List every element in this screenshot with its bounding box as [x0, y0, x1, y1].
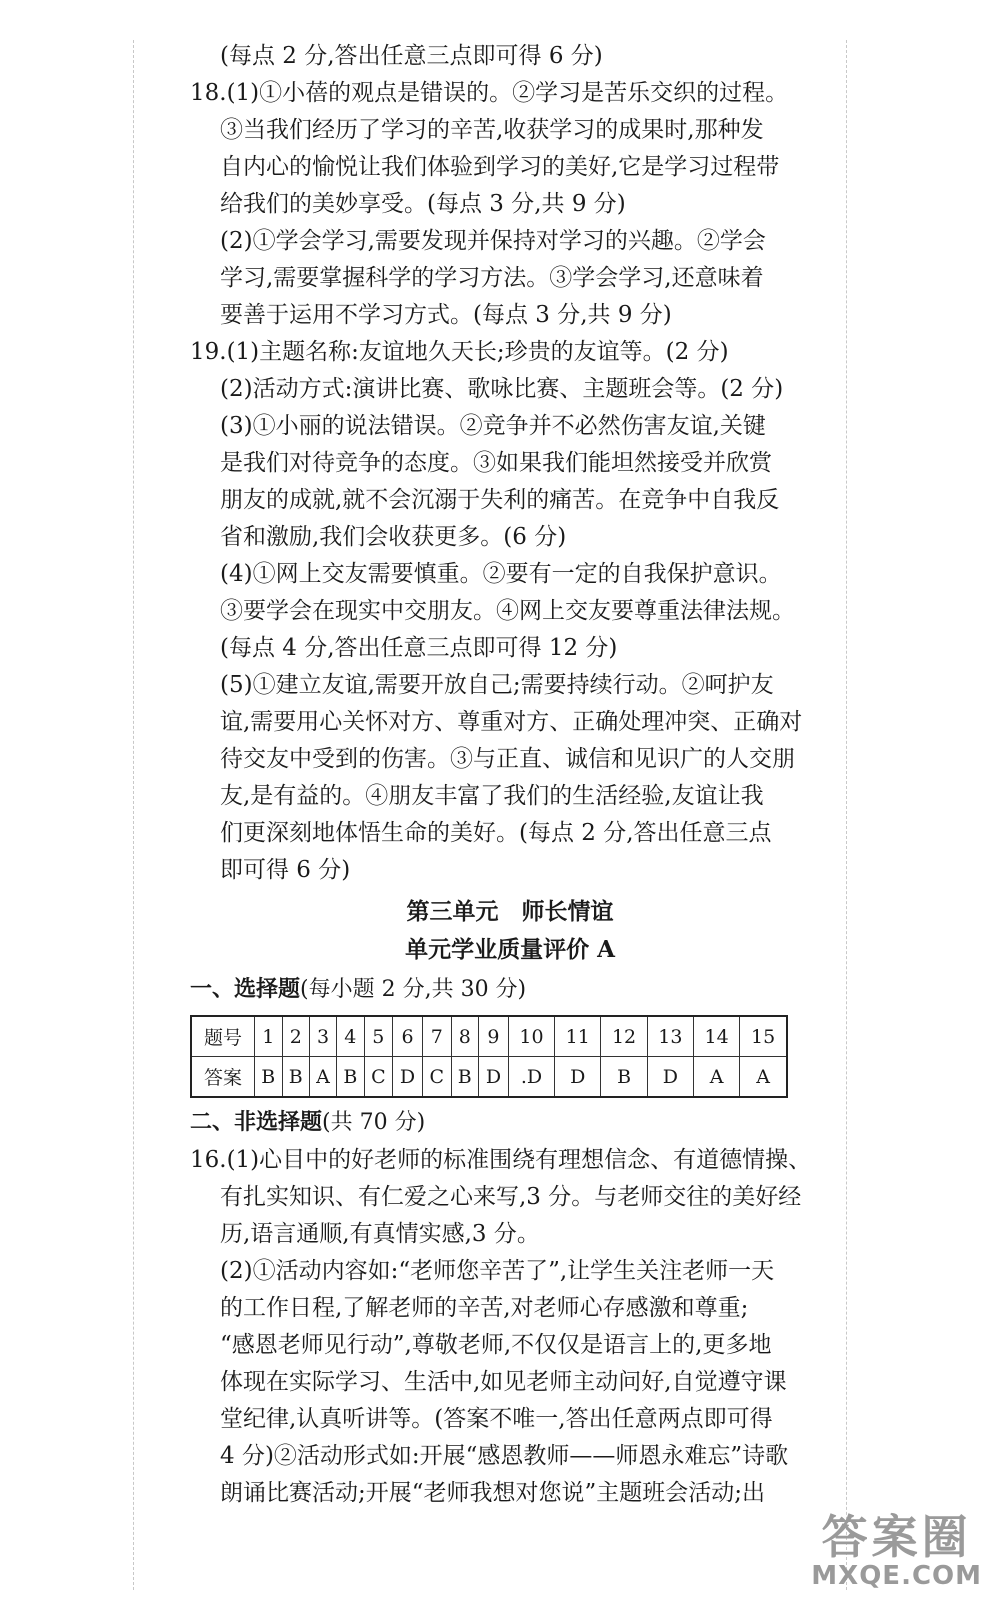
question-number: 3: [310, 1016, 337, 1057]
answer-cell: A: [693, 1057, 739, 1098]
answer-cell: D: [479, 1057, 509, 1098]
answer-text-line: 是我们对待竞争的态度。③如果我们能坦然接受并欣赏: [220, 450, 772, 476]
answer-text-line: 朋友的成就,就不会沉溺于失利的痛苦。在竞争中自我反: [220, 487, 780, 513]
section-choice-note: (每小题 2 分,共 30 分): [300, 977, 527, 1002]
answer-text-line: 堂纪律,认真听讲等。(答案不唯一,答出任意两点即可得: [220, 1406, 773, 1432]
answer-table-answer-row: [191, 1057, 787, 1098]
unit-subtitle: 单元学业质量评价 A: [405, 936, 615, 963]
answer-lines-bottom: [190, 1142, 830, 1512]
answer-cell: B: [255, 1057, 283, 1098]
answer-text-line: (2)活动方式:演讲比赛、歌咏比赛、主题班会等。(2 分): [220, 376, 784, 402]
question-number: 4: [337, 1016, 365, 1057]
answer-cell: .D: [508, 1057, 554, 1098]
question-number: 13: [647, 1016, 693, 1057]
section-open-note: (共 70 分): [322, 1110, 426, 1135]
unit-title: 第三单元 师长情谊: [406, 898, 614, 925]
answer-cell: D: [647, 1057, 693, 1098]
answer-text-line: (2)①学会学习,需要发现并保持对学习的兴趣。②学会: [220, 228, 766, 254]
question-number: 11: [555, 1016, 601, 1057]
question-number: 7: [422, 1016, 451, 1057]
watermark-url-text: MXQE.COM: [811, 1561, 982, 1591]
answer-text-line: 谊,需要用心关怀对方、尊重对方、正确处理冲突、正确对: [220, 709, 803, 735]
question-number: 6: [393, 1016, 423, 1057]
answer-text-line: 的工作日程,了解老师的辛苦,对老师心存感激和尊重;: [220, 1295, 749, 1321]
answer-text-line: 学习,需要掌握科学的学习方法。③学会学习,还意味着: [220, 265, 764, 291]
answer-text-line: 待交友中受到的伤害。③与正直、诚信和见识广的人交朋: [220, 746, 795, 772]
question-number: 10: [508, 1016, 554, 1057]
answer-table-number-label: 题号: [191, 1016, 255, 1057]
answer-text-line: 们更深刻地体悟生命的美好。(每点 2 分,答出任意三点: [220, 820, 772, 846]
answer-text-line: (2)①活动内容如:“老师您辛苦了”,让学生关注老师一天: [220, 1258, 775, 1284]
answer-cell: B: [337, 1057, 365, 1098]
answer-text-line: 有扎实知识、有仁爱之心来写,3 分。与老师交往的美好经: [220, 1184, 802, 1210]
answer-cell: D: [555, 1057, 601, 1098]
section-choice-heading: [190, 969, 830, 1009]
answer-text-line: 16.(1)心目中的好老师的标准围绕有理想信念、有道德情操、: [190, 1147, 812, 1173]
answer-text-line: 省和激励,我们会收获更多。(6 分): [220, 524, 567, 550]
section-open-heading: [190, 1102, 830, 1142]
question-number: 8: [451, 1016, 479, 1057]
question-number: 5: [364, 1016, 393, 1057]
watermark-logo: [811, 1512, 982, 1590]
answer-cell: C: [364, 1057, 393, 1098]
answer-text-line: 要善于运用不学习方式。(每点 3 分,共 9 分): [220, 302, 672, 328]
answer-cell: A: [310, 1057, 337, 1098]
answer-table-answer-label: 答案: [191, 1057, 255, 1098]
answer-cell: B: [601, 1057, 647, 1098]
answer-text-line: 自内心的愉悦让我们体验到学习的美好,它是学习过程带: [220, 154, 780, 180]
answer-text-line: 历,语言通顺,有真情实感,3 分。: [220, 1221, 540, 1247]
question-number: 12: [601, 1016, 647, 1057]
question-number: 9: [479, 1016, 509, 1057]
answer-text-line: 即可得 6 分): [220, 857, 351, 883]
answer-text-line: 友,是有益的。④朋友丰富了我们的生活经验,友谊让我: [220, 783, 764, 809]
answer-table: [190, 1015, 788, 1098]
watermark-main-text: 答案圈: [821, 1510, 972, 1564]
left-dashed-margin-line: [133, 40, 134, 1590]
answer-text-line: 18.(1)①小蓓的观点是错误的。②学习是苦乐交织的过程。: [190, 80, 789, 106]
answer-text-line: 4 分)②活动形式如:开展“感恩教师——师恩永难忘”诗歌: [220, 1443, 789, 1469]
answer-table-number-row: [191, 1016, 787, 1057]
answer-text-line: “感恩老师见行动”,尊敬老师,不仅仅是语言上的,更多地: [220, 1332, 772, 1358]
answer-text-line: (5)①建立友谊,需要开放自己;需要持续行动。②呵护友: [220, 672, 774, 698]
answer-text-line: (每点 2 分,答出任意三点即可得 6 分): [220, 43, 603, 69]
answer-content: [190, 38, 830, 1512]
answer-cell: B: [451, 1057, 479, 1098]
question-number: 15: [740, 1016, 787, 1057]
section-open-title: 二、非选择题: [190, 1109, 323, 1135]
answer-cell: C: [422, 1057, 451, 1098]
answer-text-line: 朗诵比赛活动;开展“老师我想对您说”主题班会活动;出: [220, 1480, 766, 1506]
answer-cell: B: [282, 1057, 310, 1098]
right-dashed-margin-line: [846, 40, 847, 1590]
answer-cell: D: [393, 1057, 423, 1098]
answer-lines-top: [190, 38, 830, 889]
question-number: 1: [255, 1016, 283, 1057]
answer-text-line: ③当我们经历了学习的辛苦,收获学习的成果时,那种发: [220, 117, 764, 143]
question-number: 14: [693, 1016, 739, 1057]
answer-text-line: 体现在实际学习、生活中,如见老师主动问好,自觉遵守课: [220, 1369, 787, 1395]
question-number: 2: [282, 1016, 310, 1057]
answer-text-line: (4)①网上交友需要慎重。②要有一定的自我保护意识。: [220, 561, 782, 587]
answer-text-line: (每点 4 分,答出任意三点即可得 12 分): [220, 635, 618, 661]
answer-text-line: 给我们的美妙享受。(每点 3 分,共 9 分): [220, 191, 626, 217]
answer-cell: A: [740, 1057, 787, 1098]
answer-text-line: (3)①小丽的说法错误。②竞争并不必然伤害友谊,关键: [220, 413, 766, 439]
answer-text-line: ③要学会在现实中交朋友。④网上交友要尊重法律法规。: [220, 598, 795, 624]
section-choice-title: 一、选择题: [190, 976, 301, 1002]
answer-text-line: 19.(1)主题名称:友谊地久天长;珍贵的友谊等。(2 分): [190, 339, 729, 365]
